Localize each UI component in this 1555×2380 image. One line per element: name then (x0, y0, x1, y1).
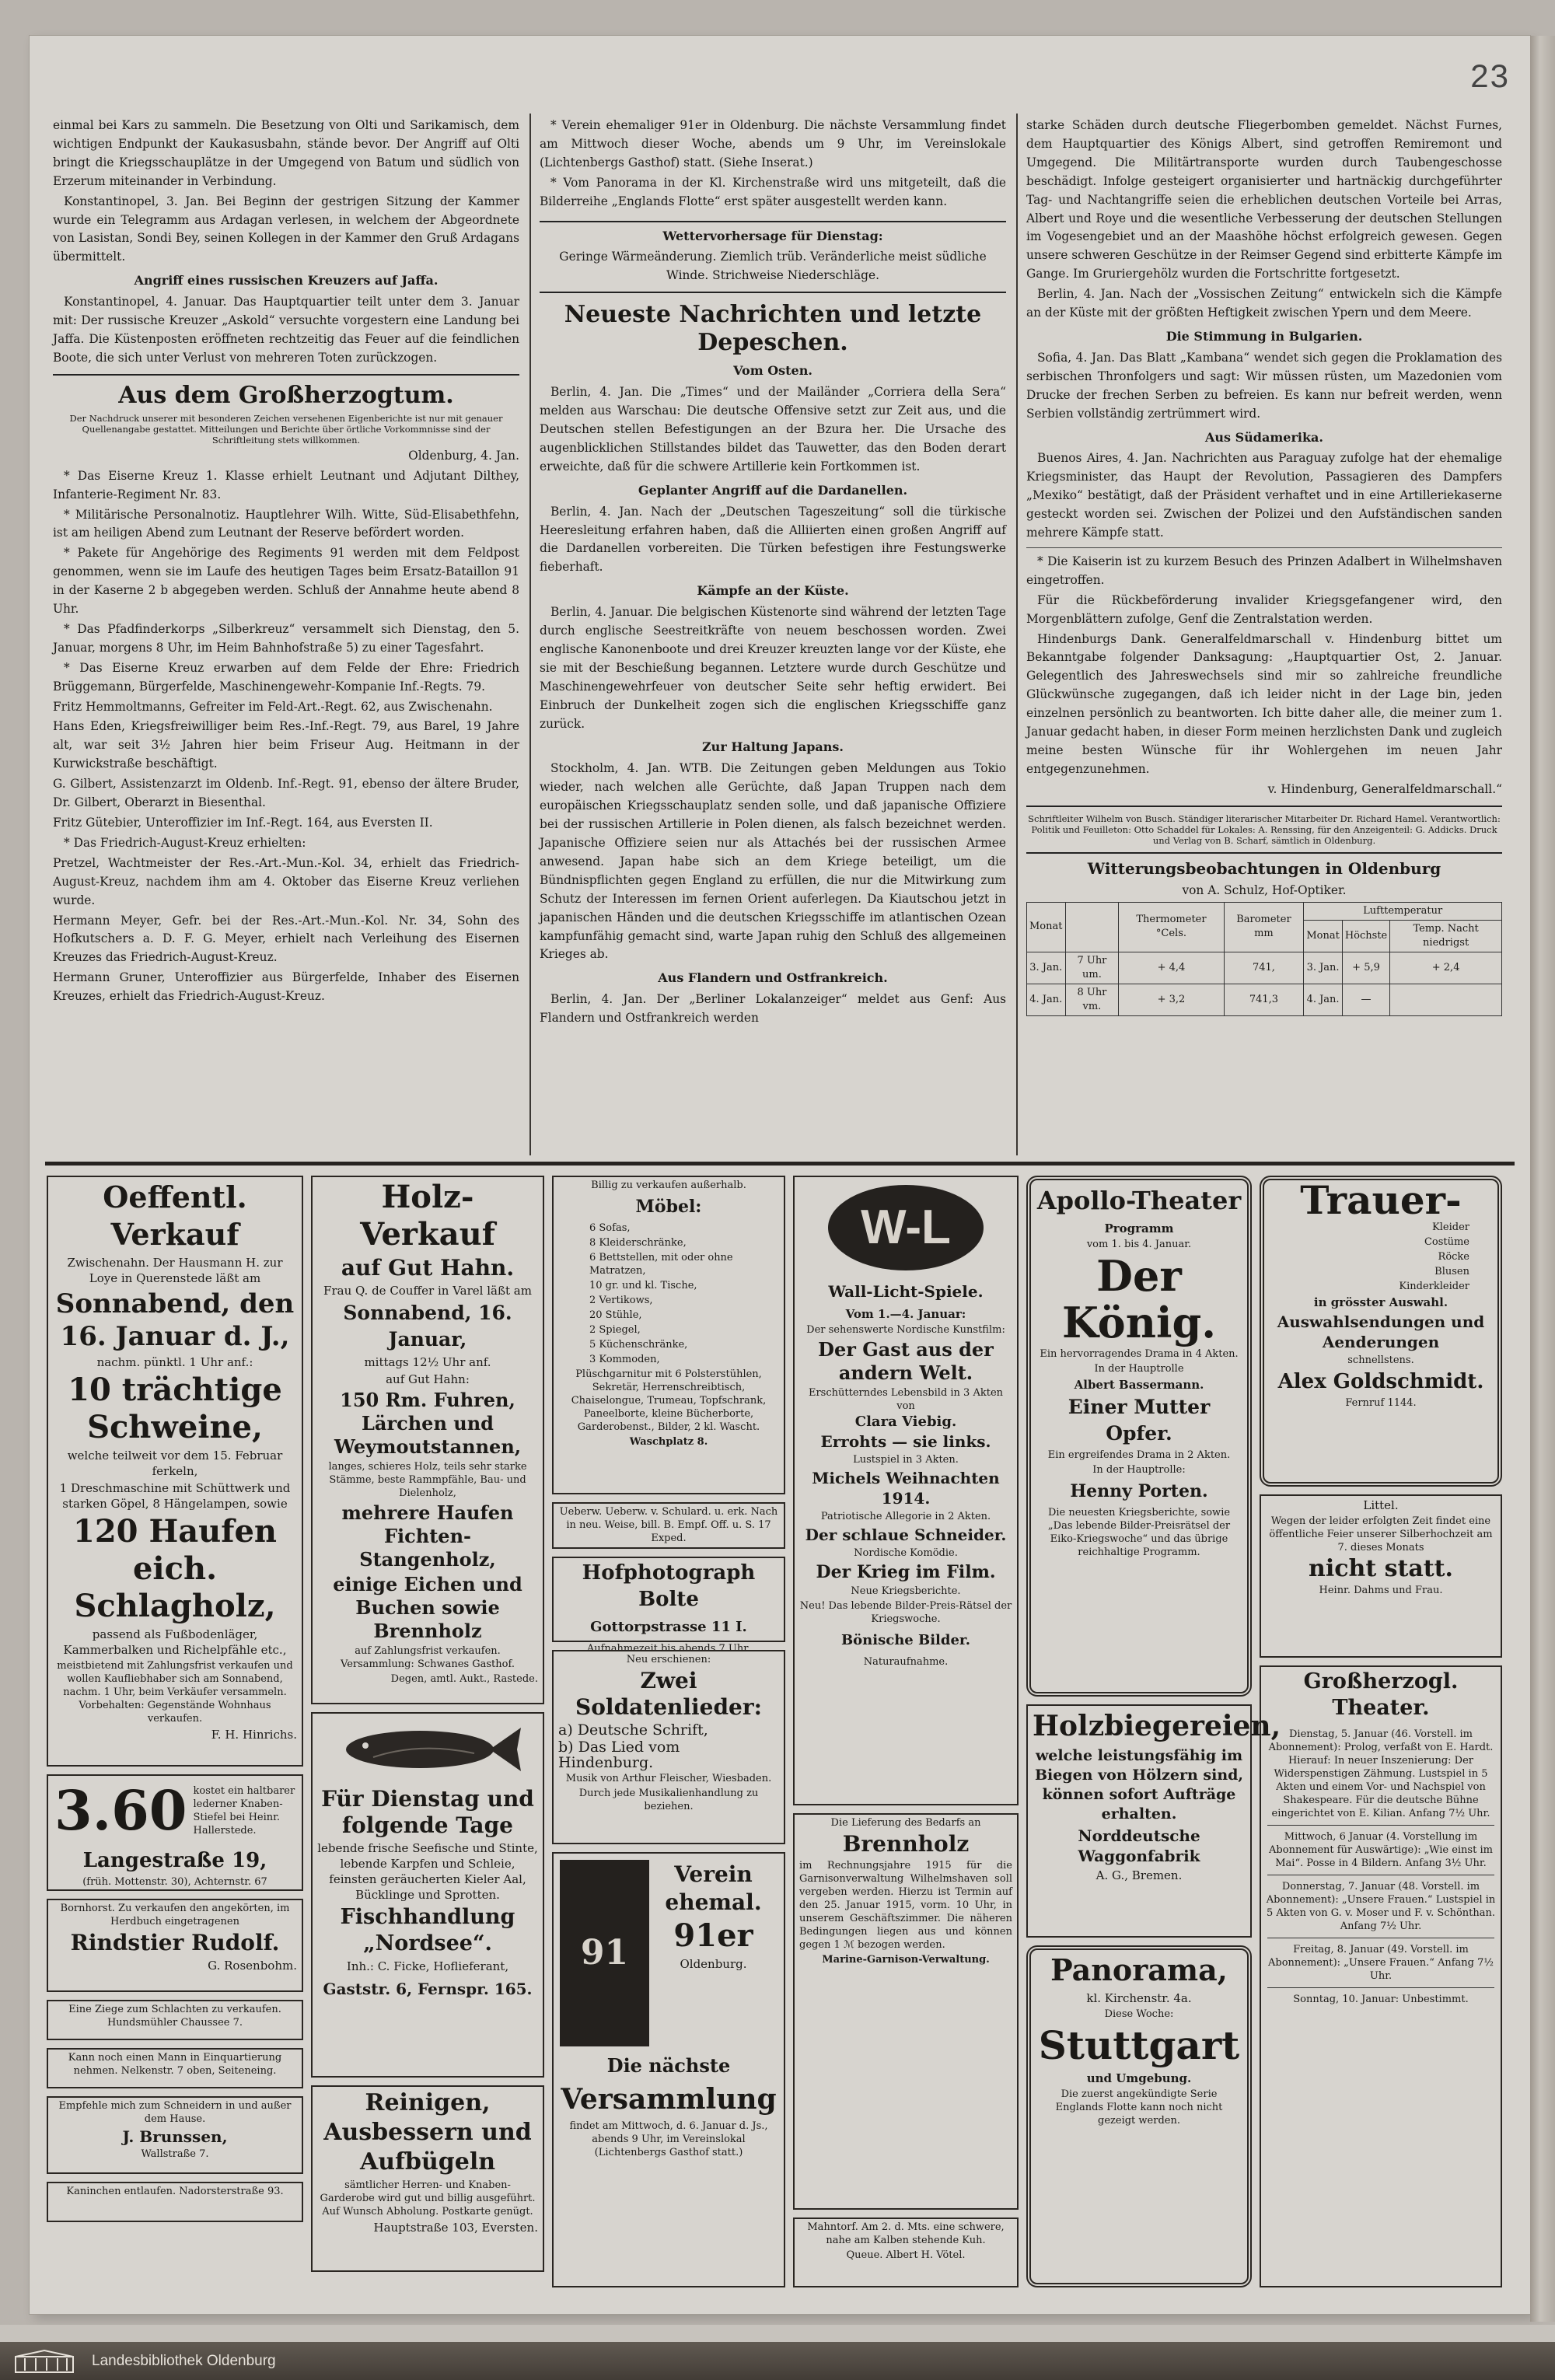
ad-address: Hauptstraße 103, Eversten. (373, 2221, 538, 2235)
observations-title: Witterungsbeobachtungen in Oldenburg (1087, 858, 1441, 878)
ad-text: Fernruf 1144. (1345, 1397, 1417, 1409)
fish-icon (327, 1718, 529, 1781)
ad-text: nachm. pünktl. 1 Uhr anf.: (96, 1355, 253, 1369)
ad-title: Versammlung (561, 2083, 777, 2116)
ad-item: 120 Haufen eich. Schlagholz, (73, 1513, 277, 1624)
subheading: Vom Osten. (733, 363, 812, 379)
dispatch: Stockholm, 4. Jan. WTB. Die Zeitungen geben Meldungen aus Tokio wieder, nach welchen alle Gerüchte, daß Japan Truppen nach dem europäischen Kriegsschauplatz senden solle, und daß japanische Offiziere bei der russischen Artillerie in Polen dienen, als falsch bezeichnet werden. Japanische Offiziere seien nur als Attachés bei der russischen Armee anwesend. Japan habe sich an dem Kriege beteiligt, um die Bündnispflichten gegen England zu erfüllen, die nur die Mitwirkung zum Schutz der Interessen im fernen Orient auferlegen. Da Kiautschou jetzt in japanischen Händen und die deutschen Kriegsschiffe im atlantischen Ozean kampfunfähig gemacht sind, warte Japan ruhig den Schluß des allgemeinen Krieges ab. (540, 761, 1006, 962)
article-text: einmal bei Kars zu sammeln. Die Besetzung von Olti und Sarikamisch, dem wichtigen Endpunkt der Kaukasusbahn, stände bevor. Der Angriff auf Olti bringt die Kriegsschauplätze in der Umgegend von Batum und südlich von Erzerum miteinander in Verbindung. (53, 118, 519, 188)
ad-text: Inh.: C. Ficke, Hoflieferant, (346, 1959, 509, 1973)
subheading: Geplanter Angriff auf die Dardanellen. (638, 482, 908, 498)
table-header: Monat (1027, 902, 1066, 952)
column-2 (540, 117, 1006, 1155)
ad-trauer (1260, 1176, 1502, 1487)
news-item: Pretzel, Wachtmeister der Res.-Art.-Mun.-Kol. 34, erhielt das Friedrich-August-Kreuz, nachdem ihm am 4. Oktober das Eiserne Kreuz verliehen wurde. (53, 855, 519, 907)
ad-apollo-theater (1026, 1176, 1252, 1697)
ad-text: findet am Mittwoch, d. 6. Januar d. Js., abends 9 Uhr, im Vereinslokal (Lichtenbergs Gasthof statt.) (569, 2120, 768, 2158)
ad-text: Auswahlsendungen und Aenderungen (1277, 1312, 1485, 1351)
ad-fischhandlung (311, 1712, 544, 2078)
ad-text: in grösster Auswahl. (1313, 1295, 1448, 1309)
divider (1026, 852, 1502, 854)
ad-title: Alex Goldschmidt. (1277, 1370, 1484, 1393)
ad-text: auf Gut Hahn: (386, 1372, 470, 1386)
dateline: Oldenburg, 4. Jan. (408, 448, 519, 463)
notice: * Verein ehemaliger 91er in Oldenburg. Die nächste Versammlung findet am Mittwoch dieser Woche, abends um 9 Uhr, im Vereinslokale (Lichtenbergs Gasthof) statt. (Siehe Inserat.) (540, 118, 1006, 170)
ad-title: Für Dienstag und folgende Tage (321, 1786, 534, 1838)
ad-address: Langestraße 19, (82, 1849, 267, 1872)
ad-text: auf Zahlungsfrist verkaufen. Versammlung: Schwanes Gasthof. (341, 1645, 515, 1670)
ad-signature: Degen, amtl. Aukt., Rastede. (390, 1673, 538, 1685)
ad-title: Holzbiegereien, (1033, 1710, 1281, 1742)
ad-title: Hofphotograph Bolte (582, 1561, 756, 1611)
ad-brennholz (793, 1813, 1019, 2210)
table-header: Lufttemperatur (1304, 902, 1502, 920)
ad-text: kostet ein haltbarer lederner Knaben-Stiefel bei Heinr. Hallerstede. (193, 1785, 295, 1837)
ad-text: In der Hauptrolle: (1092, 1464, 1186, 1476)
table-header: Barometer mm (1224, 902, 1304, 952)
film-title: Der König. (1061, 1251, 1217, 1347)
divider (1267, 1987, 1494, 1988)
ad-panorama (1026, 1945, 1252, 2287)
news-item: * Militärische Personalnotiz. Hauptlehrer Wilh. Witte, Süd-Elisabethfehn, ist am heiligen Abend zum Leutnant der Reserve befördert worden. (53, 507, 519, 540)
ad-item: mehrere Haufen Fichten-Stangenholz, (341, 1501, 514, 1571)
ad-text: Clara Viebig. (854, 1414, 957, 1430)
film-title: Der Krieg im Film. (816, 1562, 996, 1582)
ad-signature: G. Rosenbohm. (208, 1959, 297, 1973)
ad-text: Die Lieferung des Bedarfs an (830, 1817, 981, 1829)
ad-text: schnellstens. (1347, 1354, 1414, 1366)
imprint: Schriftleiter Wilhelm von Busch. Ständiger literarischer Mitarbeiter Dr. Richard Hamel. Verantwortlich: Politik und Feuilleton: Otto Schaddel für Lokales: A. Renssing, für den Anzeigenteil: G. Addicks. Druck und Verlag von B. Scharf, sämtlich in Oldenburg. (1028, 813, 1501, 846)
table-cell: + 4,4 (1119, 952, 1224, 984)
footer-text: Landesbibliothek Oldenburg (92, 2352, 276, 2369)
divider (53, 374, 519, 376)
ad-title: ehemal. (665, 1889, 762, 1915)
dispatch: Berlin, 4. Jan. Der „Berliner Lokalanzeiger“ meldet aus Genf: Aus Flandern und Ostfrankreich werden (540, 992, 1006, 1026)
ad-address: Gaststr. 6, Fernspr. 165. (323, 1980, 533, 1998)
ad-text: Neue Kriegsberichte. (851, 1585, 961, 1597)
weather-text: Geringe Wärmeänderung. Ziemlich trüb. Veränderliche meist südliche Winde. Strichweise Niederschläge. (559, 250, 987, 283)
ad-text: Eine Ziege zum Schlachten zu verkaufen. Hundsmühler Chaussee 7. (68, 2004, 281, 2029)
ad-text: Billig zu verkaufen außerhalb. (591, 1180, 746, 1191)
ad-text: Ueberw. Ueberw. v. Schulard. u. erk. Nach in neu. Weise, bill. B. Empf. Off. u. S. 17 Exped. (559, 1506, 778, 1544)
weather-title: Wettervorhersage für Dienstag: (662, 228, 883, 243)
news-item: Hans Eden, Kriegsfreiwilliger beim Res.-Inf.-Regt. 79, aus Barel, 19 Jahre alt, war seit 3½ Jahren hier beim Friseur Aug. Heitmann in der Kurwickstraße beschäftigt. (53, 719, 519, 771)
ad-address: A. G., Bremen. (1095, 1868, 1183, 1882)
news-item: * Das Friedrich-August-Kreuz erhielten: (64, 835, 306, 850)
ad-text: mittags 12½ Uhr anf. (364, 1355, 491, 1369)
ad-text: lebende frische Seefische und Stinte, lebende Karpfen und Schleie, feinsten geräucherten Kieler Aal, Bücklinge und Sprotten. (317, 1841, 538, 1902)
ad-text: Frau Q. de Couffer in Varel läßt am (323, 1284, 532, 1298)
newspaper-page (30, 36, 1530, 2314)
divider (1026, 806, 1502, 807)
news-item: Hermann Gruner, Unteroffizier aus Bürgerfelde, Inhaber des Eisernen Kreuzes, erhielt das Friedrich-August-Kreuz. (53, 970, 519, 1004)
ad-item: Blusen (1434, 1266, 1469, 1277)
ad-text: Nordische Komödie. (854, 1547, 958, 1559)
table-cell: 3. Jan. (1304, 952, 1343, 984)
theater-item: Mittwoch, 6 Januar (4. Vorstellung im Abonnement für Auswärtige): „Wie einst im Mai“. Posse in 4 Bildern. Anfang 3½ Uhr. (1269, 1831, 1493, 1869)
ad-title: Apollo-Theater (1036, 1186, 1242, 1215)
table-cell (1390, 984, 1502, 1015)
ad-title: Holz-Verkauf (360, 1179, 495, 1253)
ad-item: 2 Spiegel, (589, 1324, 641, 1336)
news-item: * Die Kaiserin ist zu kurzem Besuch des Prinzen Adalbert in Wilhelmshaven eingetroffen. (1026, 554, 1502, 587)
divider (1267, 1825, 1494, 1826)
ad-title: nicht statt. (1309, 1555, 1453, 1582)
table-header: Monat (1304, 920, 1343, 952)
table-cell: 4. Jan. (1304, 984, 1343, 1015)
ad-title: Brennholz (842, 1831, 970, 1857)
ad-littel (1260, 1494, 1502, 1658)
table-header (1065, 902, 1119, 952)
ad-title: Rindstier Rudolf. (70, 1930, 280, 1955)
news-item: * Das Pfadfinderkorps „Silberkreuz“ versammelt sich Dienstag, den 5. Januar, morgens 8 Uhr, im Heim Bahnhofstraße 5) zu einer Tagesfahrt. (53, 621, 519, 655)
ad-text: welche leistungsfähig im Biegen von Hölzern sind, können sofort Aufträge erhalten. (1034, 1747, 1244, 1823)
news-item: Fritz Gütebier, Unteroffizier im Inf.-Regt. 164, aus Eversten II. (53, 816, 433, 830)
film-title: Der Gast aus der andern Welt. (818, 1338, 994, 1384)
news-item: * Pakete für Angehörige des Regiments 91 werden mit dem Feldpost genommen, wenn sie im Laufe des heutigen Tages beim Ersatz-Bataillon 91 in der Kaserne 2 b abgegeben werden. Schluß der Annahme heute abend 8 Uhr. (53, 546, 519, 617)
weather-observations-table (1026, 902, 1502, 1016)
ad-title: Wall-Licht-Spiele. (828, 1282, 984, 1301)
regiment-emblem-icon: 91 (560, 1860, 649, 2046)
page-divider (45, 1162, 1515, 1166)
table-cell: 741, (1224, 952, 1304, 984)
film-title: Errohts — sie links. (820, 1432, 991, 1451)
ad-text: Der sehenswerte Nordische Kunstfilm: (806, 1324, 1005, 1336)
news-item: * Das Eiserne Kreuz erwarben auf dem Felde der Ehre: Friedrich Brüggemann, Bürgerfelde, Maschinengewehr-Kompanie Inf.-Regts. 79. (53, 660, 519, 694)
ad-text: Lustspiel in 3 Akten. (853, 1454, 959, 1466)
ad-text: sämtlicher Herren- und Knaben-Garderobe wird gut und billig ausgeführt. Auf Wunsch Abholung. Postkarte genügt. (320, 2179, 536, 2217)
article-heading: Angriff eines russischen Kreuzers auf Jaffa. (134, 273, 439, 288)
ad-item: einige Eichen und Buchen sowie Brennholz (333, 1573, 522, 1642)
ad-text: vom 1. bis 4. Januar. (1086, 1239, 1192, 1250)
ad-text: Henny Porten. (1070, 1481, 1208, 1501)
ad-text: Programm (1104, 1221, 1174, 1235)
ad-ziege (47, 2000, 303, 2040)
divider (1026, 547, 1502, 548)
dispatch: Berlin, 4. Januar. Die belgischen Küstenorte sind während der letzten Tage durch englische Seestreitkräfte von neuem beschossen worden. Zwei englische Kanonenboote und drei Kreuzer kreuzten lange vor der Küste, ehe sie mit der Beschießung begannen. Letztere wurde durch Geschütze und Maschinengewehrfeuer von deutscher Seite sehr heftig erwidert. Bei Einbruch der Dunkelheit zogen sich die englischen Kriegsschiffe ganz zurück. (540, 605, 1006, 731)
ad-verlust (793, 2217, 1019, 2287)
ad-item: 3 Kommoden, (589, 1354, 660, 1365)
subheading: Zur Haltung Japans. (702, 739, 844, 755)
ad-knaben-stiefel (47, 1774, 303, 1891)
ad-text: Musik von Arthur Fleischer, Wiesbaden. (565, 1773, 772, 1784)
ad-price: 3.60 (54, 1778, 187, 1843)
ad-rindstier (47, 1899, 303, 1992)
ad-item: Kinderkleider (1399, 1281, 1469, 1292)
theater-item: Dienstag, 5. Januar (46. Vorstell. im Abonnement): Prolog, verfaßt von E. Hardt. Hierauf: In neuer Inszenierung: Der Widerspenstigen Zähmung. Lustspiel in 5 Akten und einem Vor- und Nachspiel von Shakespeare. Für die deutsche Bühne eingerichtet von E. Kilian. Anfang 7½ Uhr. (1268, 1728, 1494, 1819)
ad-text: im Rechnungsjahre 1915 für die Garnisonverwaltung Wilhelmshaven soll vergeben werden. Hierzu ist Termin auf den 25. Januar 1915, vorm. 10 Uhr, in unserem Geschäftszimmer. Die näheren Bedingungen liegen aus und können gegen 1 ℳ bezogen werden. (799, 1860, 1012, 1951)
ad-item: Kleider (1432, 1221, 1469, 1233)
ad-item: 150 Rm. Fuhren, Lärchen und Weymoutstannen, (334, 1389, 522, 1458)
ad-item: 6 Sofas, (589, 1222, 631, 1234)
footer-bar (0, 2342, 1555, 2380)
table-cell: + 2,4 (1390, 952, 1502, 984)
column-separator (529, 114, 531, 1155)
ad-text: Durch jede Musikalienhandlung zu beziehen. (578, 1788, 759, 1812)
ad-text: Albert Bassermann. (1074, 1378, 1204, 1392)
subheading: Die Stimmung in Bulgarien. (1165, 328, 1363, 344)
ad-address: (früh. Mottenstr. 30), Achternstr. 67 (82, 1876, 267, 1888)
table-header: Temp. Nacht niedrigst (1390, 920, 1502, 952)
table-cell: 4. Jan. (1027, 984, 1066, 1015)
theater-item: Freitag, 8. Januar (49. Vorstell. im Abonnement): „Unsere Frauen.“ Anfang 7½ Uhr. (1268, 1944, 1494, 1982)
ad-text: In der Hauptrolle (1094, 1363, 1184, 1375)
ad-signature: Heinr. Dahms und Frau. (1319, 1585, 1443, 1596)
ad-signature: F. H. Hinrichs. (211, 1728, 297, 1742)
ad-text: Neu! Das lebende Bilder-Preis-Rätsel der Kriegswoche. (799, 1600, 1012, 1625)
ad-signature: J. Brunssen, (122, 2127, 228, 2146)
dispatch: Berlin, 4. Jan. Nach der „Vossischen Zeitung“ entwickeln sich die Kämpfe an der Küste mit der größten Heftigkeit zwischen Ypern und dem Meere. (1026, 287, 1502, 320)
ad-photograph (552, 1557, 785, 1655)
ad-signature: Queue. Albert H. Vötel. (846, 2249, 966, 2261)
column-separator (1016, 114, 1018, 1155)
table-cell: 8 Uhr vm. (1065, 984, 1119, 1015)
dispatch: starke Schäden durch deutsche Fliegerbomben gemeldet. Nächst Furnes, dem Hauptquartier des Königs Albert, sind getroffen Remiremont und Umgegend. Die Militärtransporte wurden durch Taubengeschosse beschädigt. Infolge gesteigert organisierter und hartnäckig durchgeführter Tag- und Nachtangriffe seien die erheblichen deutschen Vorteile bei Arras, Albert und Roye und die wesentliche Verbesserung der deutschen Stellungen im Vogesengebiet und an der Maashöhe höchst erfolgreich gewesen. Gegen unsere schweren Geschütze in der Reimser Gegend sind erbitterte Kämpfe im Gange. Im Gruriergehölz wurden die Fortschritte fortgesetzt. (1026, 118, 1502, 281)
ad-item: a) Deutsche Schrift, (558, 1721, 708, 1739)
ad-holzbiegereien (1026, 1704, 1281, 1938)
ad-text: Die neuesten Kriegsberichte, sowie „Das lebende Bilder-Preisrätsel der Eiko-Kriegswoche“ und das übrige reichhaltige Programm. (1047, 1507, 1231, 1558)
ad-text: Plüschgarnitur mit 6 Polsterstühlen, Sekretär, Herrenschreibtisch, Chaiselongue, Trumeau, Topfschrank, Paneelborte, kleine Bücherborte, Garderobenst., Bilder, 2 kl. Wascht. (571, 1368, 767, 1433)
ad-address: Gottorpstrasse 11 I. (590, 1619, 747, 1635)
ad-text: Bornhorst. Zu verkaufen den angekörten, im Herdbuch eingetragenen (60, 1903, 290, 1927)
dispatch: Buenos Aires, 4. Jan. Nachrichten aus Paraguay zufolge hat der ehemalige Kriegsminister, das Haupt der Revolution, Passagieren des Dampfers „Mexiko“ bestätigt, daß der Präsident verhaftet und in eine Artilleriekaserne gesteckt worden sei. Zwischen der Polizei und den Aufständischen sanden mehrere Kämpfe statt. (1026, 451, 1502, 540)
ad-item: Röcke (1438, 1251, 1469, 1263)
table-cell: 3. Jan. (1027, 952, 1066, 984)
film-title: Der schlaue Schneider. (805, 1526, 1007, 1544)
ad-item: b) Das Lied vom Hindenburg. (558, 1739, 680, 1771)
ad-item: 10 trächtige Schweine, (68, 1372, 282, 1445)
table-cell: 7 Uhr um. (1065, 952, 1119, 984)
ad-text: Empfehle mich zum Schneidern in und außer dem Hause. (58, 2100, 292, 2125)
film-title: Bönische Bilder. (840, 1632, 971, 1648)
ad-soldatenlieder (552, 1650, 785, 1844)
ad-text: 1 Dreschmaschine mit Schüttwerk und starken Göpel, 8 Hängelampen, sowie (59, 1481, 291, 1511)
section-title: Aus dem Großherzogtum. (118, 381, 454, 409)
film-title: Einer Mutter Opfer. (1068, 1396, 1211, 1445)
dispatch: Sofia, 4. Jan. Das Blatt „Kambana“ wendet sich gegen die Proklamation des serbischen Thronfolgers und sagt: Wir müssen rüsten, um Mazedonien vom Drucke der frechen Serben zu befreien. Es kann nur befreit werden, wenn Serbien vollständig zertrümmert wird. (1026, 350, 1502, 421)
ad-item: 20 Stühle, (589, 1309, 642, 1321)
ad-text: Ein hervorragendes Drama in 4 Akten. (1040, 1348, 1239, 1360)
page-edge (1530, 36, 1555, 2322)
column-3 (1026, 117, 1502, 1155)
ad-theater (1260, 1665, 1502, 2287)
ad-text: Diese Woche: (1104, 2008, 1174, 2020)
news-item: G. Gilbert, Assistenzarzt im Oldenb. Inf.-Regt. 91, ebenso der ältere Bruder, Dr. Gilbert, Oberarzt in Biesenthal. (53, 777, 519, 810)
theater-item: Donnerstag, 7. Januar (48. Vorstell. im Abonnement): „Unsere Frauen.“ Lustspiel in 5 Akten von G. v. Moser und F. v. Schönthan. Anfang 7½ Uhr. (1266, 1881, 1496, 1932)
notice: * Vom Panorama in der Kl. Kirchenstraße wird uns mitgeteilt, daß die Bilderreihe „Englands Flotte“ erst später ausgestellt werden kann. (540, 175, 1006, 208)
film-title: Michels Weihnachten 1914. (812, 1469, 1000, 1508)
ad-text: Littel. (1363, 1498, 1399, 1512)
ad-text: Oldenburg. (680, 1957, 747, 1971)
subheading: Aus Südamerika. (1204, 429, 1323, 445)
ad-text: passend als Fußbodenläger, Kammerbalken und Richelpfähle etc., (63, 1627, 287, 1657)
ad-text: Mahntorf. Am 2. d. Mts. eine schwere, nahe am Kalben stehende Kuh. (807, 2221, 1005, 2246)
news-item: Hermann Meyer, Gefr. bei der Res.-Art.-Mun.-Kol. Nr. 34, Sohn des Hofkutschers a. D. F. G. Meyer, erhielt nach Verleihung des Eisernen Kreuzes das Friedrich-August-Kreuz. (53, 913, 519, 965)
ad-text: Aufnahmezeit bis abends 7 Uhr. (586, 1643, 751, 1655)
article-text: Konstantinopel, 4. Januar. Das Hauptquartier teilt unter dem 3. Januar mit: Der russische Kreuzer „Askold“ versuchte vorgestern eine Landung bei Jaffa. Die Küstenposten eröffneten rechtzeitig das Feuer auf die feindlichen Boote, die sich unter Verlust von mehreren Toten zurückzogen. (53, 295, 519, 365)
ad-text: Wegen der leider erfolgten Zeit findet eine öffentliche Feier unserer Silberhochzeit am 7. dieses Monats (1269, 1515, 1493, 1553)
ad-text: Naturaufnahme. (863, 1656, 949, 1668)
ad-text: Patriotische Allegorie in 2 Akten. (820, 1511, 991, 1522)
ad-text: Erschütterndes Lebensbild in 3 Akten von (808, 1387, 1004, 1412)
ad-text: Zwischenahn. Der Hausmann H. zur Loye in Querenstede läßt am (67, 1256, 283, 1285)
ad-title: Reinigen, Ausbessern und Aufbügeln (323, 2089, 532, 2176)
ad-text: Neu erschienen: (626, 1654, 711, 1665)
table-row (1027, 952, 1502, 984)
ad-wall-licht-spiele (793, 1176, 1019, 1805)
ad-subtitle: auf Gut Hahn. (341, 1255, 515, 1281)
library-logo-icon (14, 2349, 75, 2374)
ad-address: kl. Kirchenstr. 4a. (1086, 1991, 1192, 2005)
table-cell: + 5,9 (1342, 952, 1389, 984)
ad-title: Trauer- (1300, 1177, 1462, 1223)
ad-address: Wallstraße 7. (141, 2148, 209, 2160)
ad-holz-verkauf (311, 1176, 544, 1704)
ad-schneider (47, 2096, 303, 2174)
ad-date: Sonnabend, den 16. Januar d. J., (55, 1288, 295, 1352)
page-number: 23 (1470, 58, 1510, 94)
ad-moebel (552, 1176, 785, 1494)
ad-text: welche teilweit vor dem 15. Februar ferkeln, (67, 1449, 283, 1478)
ad-item: 8 Kleiderschränke, (589, 1237, 687, 1249)
ad-oeffentl-verkauf (47, 1176, 303, 1767)
theater-item: Sonntag, 10. Januar: Unbestimmt. (1293, 1994, 1469, 2005)
ad-text: Kann noch einen Mann in Einquartierung nehmen. Nelkenstr. 7 oben, Seiteneing. (68, 2052, 282, 2077)
ad-title: Stuttgart (1038, 2022, 1240, 2068)
ad-date: Sonnabend, 16. Januar, (343, 1302, 512, 1351)
section-title: Neueste Nachrichten und letzte Depeschen. (564, 301, 982, 357)
subheading: Kämpfe an der Küste. (697, 583, 849, 599)
ad-text: und Umgebung. (1086, 2071, 1192, 2085)
ad-text: meistbietend mit Zahlungsfrist verkaufen und wollen Kaufliebhaber sich am Sonnabend, nachm. 1 Uhr, beim Verkäufer versammeln. Vorbehalten: Gegenstände Wohnhaus verkaufen. (57, 1660, 293, 1725)
observations-by: von A. Schulz, Hof-Optiker. (1182, 882, 1347, 897)
article-text: Konstantinopel, 3. Jan. Bei Beginn der gestrigen Sitzung der Kammer wurde ein Telegramm aus Ardagan verlesen, in welchem der Abgeordnete von Lasistan, Sondi Bey, seinen Kollegen in der Kammer den Gruß Ardagans übermittelt. (53, 194, 519, 264)
ad-text: langes, schieres Holz, teils sehr starke Stämme, beste Rammpfähle, Bau- und Dielenholz, (328, 1461, 527, 1499)
table-cell: — (1342, 984, 1389, 1015)
ad-item: Costüme (1424, 1236, 1469, 1248)
ad-title: Zwei Soldatenlieder: (575, 1668, 762, 1720)
signature: v. Hindenburg, Generalfeldmarschall.“ (1267, 781, 1502, 796)
ad-title: 91er (673, 1917, 753, 1954)
ad-ueberw (552, 1502, 785, 1549)
table-cell: 741,3 (1224, 984, 1304, 1015)
ad-title: Möbel: (635, 1197, 702, 1217)
ad-address: Waschplatz 8. (629, 1436, 708, 1448)
ad-text: Ein ergreifendes Drama in 2 Akten. (1047, 1449, 1231, 1461)
news-item: Hindenburgs Dank. Generalfeldmarschall v. Hindenburg bittet um Bekanntgabe folgender Danksagung: „Hauptquartier Ost, 2. Januar. Gelegentlich des Jahreswechsels sind mir so zahlreiche freundliche Glückwünsche zugegangen, daß ich leider nicht in der Lage bin, jeden einzelnen persönlich zu beantworten. Ich bitte daher alle, die meiner zum 1. Januar gedacht haben, in dieser Form meinen herzlichsten Dank und zugleich meine besten Wünsche für ihr Wohlergehen im neuen Jahr entgegenzunehmen. (1026, 631, 1502, 776)
ad-item: 2 Vertikows, (589, 1295, 653, 1306)
ad-title: Oeffentl. Verkauf (103, 1180, 247, 1252)
ad-text: Vom 1.—4. Januar: (845, 1307, 966, 1321)
ad-title: Fischhandlung „Nordsee“. (340, 1905, 515, 1955)
table-header: Thermometer °Cels. (1119, 902, 1224, 952)
ad-item: 10 gr. und kl. Tische, (589, 1280, 697, 1291)
news-item: Fritz Hemmoltmanns, Gefreiter im Feld-Art.-Regt. 62, aus Zwischenahn. (53, 699, 493, 714)
weather-forecast (540, 221, 1006, 294)
table-row (1027, 984, 1502, 1015)
ad-title: Großherzogl. Theater. (1303, 1669, 1459, 1720)
table-header: Höchste (1342, 920, 1389, 952)
ad-title: Panorama, (1050, 1952, 1228, 1987)
dispatch: Berlin, 4. Jan. Die „Times“ und der Mailänder „Corriera della Sera“ melden aus Warschau: Die deutsche Offensive setzt zur Zeit aus, und die Deutschen stellen Befestigungen an der Bzura her. Die Ursache des augenblicklichen Stillstandes bildet das Tauwetter, das den Boden derart erweichte, daß für die schwere Artillerie kein Fortkommen ist. (540, 385, 1006, 474)
news-item: Für die Rückbeförderung invalider Kriegsgefangener wird, den Morgenblättern zufolge, Genf die Zentralstation werden. (1026, 592, 1502, 626)
ad-text: Die nächste (606, 2054, 731, 2077)
ad-verein-91 (552, 1852, 785, 2287)
ad-item: 5 Küchenschränke, (589, 1339, 688, 1351)
table-cell: + 3,2 (1119, 984, 1224, 1015)
ad-reinigen (311, 2085, 544, 2272)
ad-kaninchen (47, 2182, 303, 2222)
ad-einquartierung (47, 2048, 303, 2088)
column-1 (53, 117, 519, 1155)
ad-title: Norddeutsche Waggonfabrik (1078, 1826, 1200, 1865)
section-note: Der Nachdruck unserer mit besonderen Zeichen versehenen Eigenberichte ist nur mit genauer Quellenangabe gestattet. Mitteilungen und Berichte über örtliche Vorkommnisse sind der Schriftleitung stets willkommen. (69, 412, 503, 446)
ad-signature: Marine-Garnison-Verwaltung. (822, 1954, 990, 1966)
ad-text: Die zuerst angekündigte Serie Englands Flotte kann noch nicht gezeigt werden. (1055, 2088, 1223, 2127)
subheading: Aus Flandern und Ostfrankreich. (658, 970, 888, 986)
news-item: * Das Eiserne Kreuz 1. Klasse erhielt Leutnant und Adjutant Dilthey, Infanterie-Regiment Nr. 83. (53, 468, 519, 502)
dispatch: Berlin, 4. Jan. Nach der „Deutschen Tageszeitung“ soll die türkische Heeresleitung erfahren haben, daß die Alliierten einen großen Angriff auf die Dardanellen vorbereiten. Die Türken befestigen ihre Festungswerke fieberhaft. (540, 504, 1006, 575)
ad-title: Verein (674, 1861, 753, 1887)
ad-item: 6 Bettstellen, mit oder ohne Matratzen, (589, 1252, 733, 1277)
wl-logo: W-L (828, 1185, 984, 1270)
ad-text: Kaninchen entlaufen. Nadorsterstraße 93. (66, 2186, 284, 2197)
